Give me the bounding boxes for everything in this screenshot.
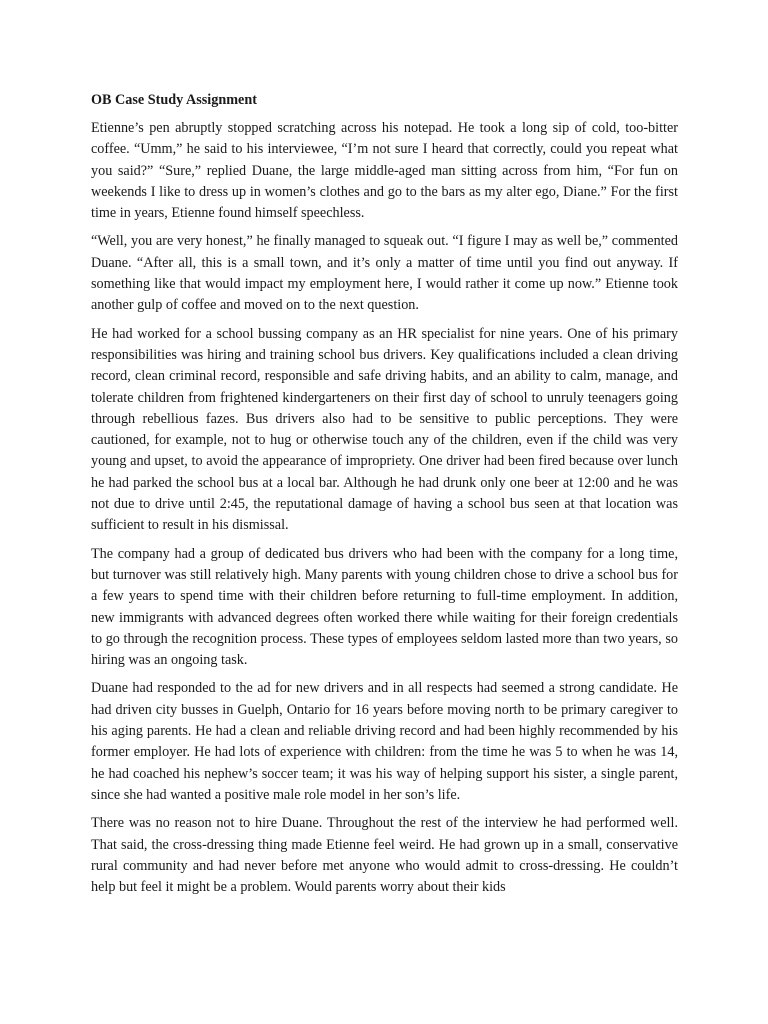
paragraph-5: Duane had responded to the ad for new drivers and in all respects had seemed a strong candidate. He had driven city busses in Guelph, Ontario for 16 years before moving north to be primary caregiver to his aging parents. He had a clean and reliable driving record and had been highly recommended by his former employer. He had lots of experience with children: from the time he was 5 to when he was 14, he had coached his nephew’s soccer team; it was his way of helping support his sister, a single parent, since she had wanted a positive male role model in her son’s life. <box>91 680 678 803</box>
paragraph-4: The company had a group of dedicated bus drivers who had been with the company for a long time, but turnover was still relatively high. Many parents with young children chose to drive a school bus for a few years to spend time with their children before returning to full-time employment. In addition, new immigrants with advanced degrees often worked there while waiting for their foreign credentials to go through the recognition process. These types of employees seldom lasted more than two years, so hiring was an ongoing task. <box>91 545 678 669</box>
document-title: OB Case Study Assignment <box>91 92 257 108</box>
paragraph-2: “Well, you are very honest,” he finally managed to squeak out. “I figure I may as well be,” commented Duane. “After all, this is a small town, and it’s only a matter of time until you find out anyway. If something like that would impact my employment here, I would rather it come up now.” Etienne took another gulp of coffee and moved on to the next question. <box>91 233 678 314</box>
paragraph-1: Etienne’s pen abruptly stopped scratching across his notepad. He took a long sip of cold, too-bitter coffee. “Umm,” he said to his interviewee, “I’m not sure I heard that correctly, could you repeat what you said?” “Sure,” replied Duane, the large middle-aged man sitting across from him, “For fun on weekends I like to dress up in women’s clothes and go to the bars as my alter ego, Diane.” For the first time in years, Etienne found himself speechless. <box>91 120 678 222</box>
paragraph-3: He had worked for a school bussing company as an HR specialist for nine years. One of his primary responsibilities was hiring and training school bus drivers. Key qualifications included a clean driving record, clean criminal record, responsible and safe driving habits, and an ability to calm, manage, and tolerate children from frightened kindergarteners on their first day of school to unruly teenagers going through rebellious fazes. Bus drivers also had to be sensitive to public perceptions. They were cautioned, for example, not to hug or otherwise touch any of the children, even if the child was very young and upset, to avoid the appearance of impropriety. One driver had been fired because over lunch he had parked the school bus at a local bar. Although he had drunk only one beer at 12:00 and he was not due to drive until 2:45, the reputational damage of having a school bus seen at that location was sufficient to result in his dismissal. <box>91 325 678 534</box>
paragraph-6: There was no reason not to hire Duane. Throughout the rest of the interview he had performed well. That said, the cross-dressing thing made Etienne feel weird. He had grown up in a small, conservative rural community and had never before met anyone who would admit to cross-dressing. He couldn’t help but feel it might be a problem. Would parents worry about their kids <box>91 815 678 896</box>
document-page <box>91 90 678 905</box>
